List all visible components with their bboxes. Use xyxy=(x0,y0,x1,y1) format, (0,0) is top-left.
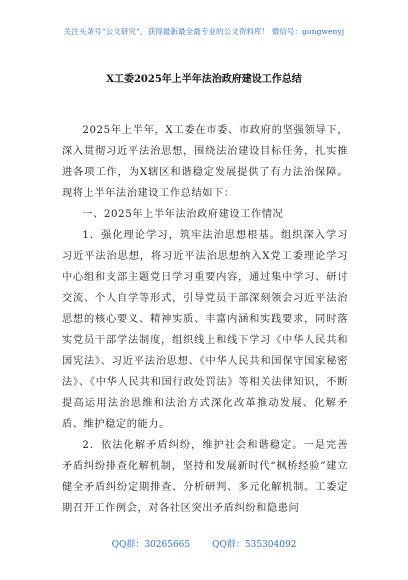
footer-qq-group-2: QQ群：535304092 xyxy=(212,540,297,550)
intro-paragraph: 2025年上半年，X工委在市委、市政府的坚强领导下，深入贯彻习近平法治思想，围绕法治建设目标任务，扎实推进各项工作，为X辖区和谐稳定发展提供了有力法治保障。现将上半年法治建设工作总结如下： xyxy=(62,125,348,199)
header-banner: 关注头条号“公文研究”，获得最新最全最专业的公文资料库！ 微信号：gongwenyj xyxy=(63,27,345,36)
document-body xyxy=(62,120,348,519)
section-heading: 一、2025年上半年法治政府建设工作情况 xyxy=(82,209,284,220)
document-title: X工委2025年上半年法治政府建设工作总结 xyxy=(106,74,302,85)
body-paragraph: 2．依法化解矛盾纠纷，维护社会和谐稳定。一是完善矛盾纠纷排查化解机制，坚持和发展新时代“枫桥经验”建立健全矛盾纠纷定期排查、分析研判、多元化解机制。工委定期召开工作例会，对各社区突出矛盾纠纷和隐患问 xyxy=(62,440,348,514)
body-paragraph: 1．强化理论学习，筑牢法治思想根基。组织深入学习习近平法治思想，将习近平法治思想纳入X党工委理论学习中心组和支部主题党日学习重要内容，通过集中学习、研讨交流、个人自学等形式，引导党员干部深刻领会习近平法治思想的核心要义、精神实质、丰富内涵和实践要求，同时落实党员干部学法制度，组织线上和线下学习《中华人民共和国宪法》、习近平法治思想、《中华人民共和国保守国家秘密法》、《中华人民共和国行政处罚法》等相关法律知识，不断提高运用法治思维和法治方式深化改革推动发展、化解矛盾、维护稳定的能力。 xyxy=(62,230,348,430)
footer xyxy=(0,537,408,550)
footer-qq-group-1: QQ群：30265665 xyxy=(111,540,191,550)
